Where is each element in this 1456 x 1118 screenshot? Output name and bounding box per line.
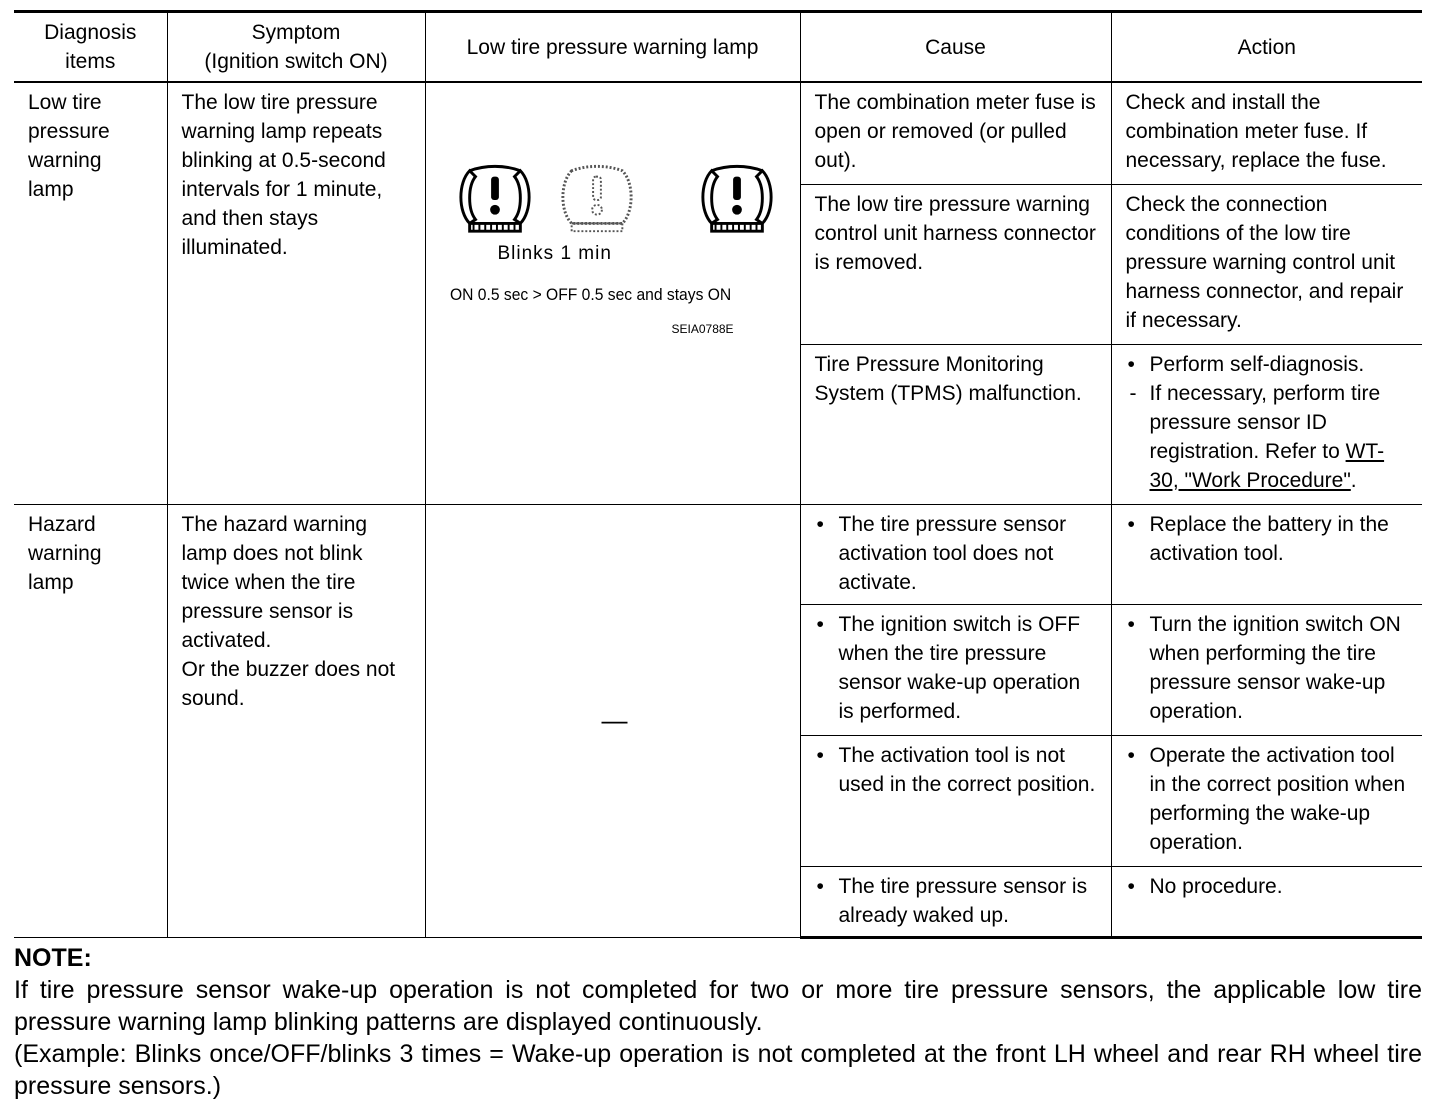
list-item: • The tire pressure sensor activation tool does not activate. (815, 510, 1101, 597)
cause-cell: The combination meter fuse is open or removed (or pulled out). (800, 82, 1111, 184)
list-item: • The tire pressure sensor is already waked up. (815, 872, 1101, 930)
cause-cell (800, 735, 1111, 866)
note-title: NOTE: (14, 944, 92, 972)
list-item: • No procedure. (1126, 872, 1413, 901)
list-item: • Perform self-diagnosis. (1126, 350, 1413, 379)
cause-cell (800, 504, 1111, 604)
header-row (14, 12, 1422, 83)
list-item: • The ignition switch is OFF when the tire pressure sensor wake-up operation is performed. (815, 610, 1101, 726)
action-cell (1111, 504, 1422, 604)
action-cell: Check the connection conditions of the low tire pressure warning control unit harness connector, and repair if necessary. (1111, 184, 1422, 344)
action-cell (1111, 866, 1422, 937)
action-cell: Check and install the combination meter fuse. If necessary, replace the fuse. (1111, 82, 1422, 184)
header-symptom: Symptom (Ignition switch ON) (167, 12, 425, 83)
cause-cell (800, 604, 1111, 735)
action-list (1126, 350, 1413, 495)
action-cell (1111, 735, 1422, 866)
symptom-low-tire: The low tire pressure warning lamp repeats blinking at 0.5-second intervals for 1 minute, and then stays illuminated. (167, 82, 425, 504)
header-action: Action (1111, 12, 1422, 83)
note-paragraph: If tire pressure sensor wake-up operation is not completed for two or more tire pressure sensors, the applicable low tire pressure warning lamp blinking patterns are displayed continuously. (14, 976, 1422, 1036)
header-cause: Cause (800, 12, 1111, 83)
list-item: • Turn the ignition switch ON when performing the tire pressure sensor wake-up operation. (1126, 610, 1413, 726)
figure-caption: ON 0.5 sec > OFF 0.5 sec and stays ON (449, 285, 731, 304)
header-diagnosis-items: Diagnosis items (14, 12, 167, 83)
cause-cell: Tire Pressure Monitoring System (TPMS) malfunction. (800, 344, 1111, 504)
diagnosis-item-hazard: Hazard warning lamp (14, 504, 167, 937)
list-item: • The activation tool is not used in the correct position. (815, 741, 1101, 799)
tire-warning-on-icon (698, 161, 776, 239)
table-row (14, 82, 1422, 184)
list-item: • Replace the battery in the activation tool. (1126, 510, 1413, 568)
tire-warning-on-icon (456, 161, 534, 239)
figure-code: SEIA0788E (671, 322, 734, 336)
cause-cell: The low tire pressure warning control unit harness connector is removed. (800, 184, 1111, 344)
header-warning-lamp: Low tire pressure warning lamp (425, 12, 800, 83)
tire-warning-blink-icon (558, 161, 636, 239)
lamp-not-applicable: — (425, 504, 800, 937)
figure-blinks-label: Blinks 1 min (497, 243, 612, 264)
list-item: • Operate the activation tool in the correct position when performing the wake-up operation. (1126, 741, 1413, 857)
wt-30-work-procedure-link[interactable]: WT-30, "Work Procedure" (1149, 439, 1385, 492)
lamp-figure-cell (425, 82, 800, 504)
diagnosis-sheet (14, 10, 1422, 939)
diagnosis-table (14, 10, 1422, 939)
action-cell (1111, 604, 1422, 735)
note-example: (Example: Blinks once/OFF/blinks 3 times = Wake-up operation is not completed at the front LH wheel and rear RH wheel tire pressure sensors.) (14, 1040, 1422, 1100)
diagnosis-item-low-tire: Low tire pressure warning lamp (14, 82, 167, 504)
action-cell (1111, 344, 1422, 504)
lamp-blink-figure (426, 83, 800, 343)
symptom-hazard: The hazard warning lamp does not blink twice when the tire pressure sensor is activated. Or the buzzer does not sound. (167, 504, 425, 937)
table-row (14, 504, 1422, 604)
note-section (14, 942, 1422, 1102)
cause-cell (800, 866, 1111, 937)
list-item: - If necessary, perform tire pressure sensor ID registration. Refer to WT-30, "Work Procedure". (1126, 379, 1413, 495)
